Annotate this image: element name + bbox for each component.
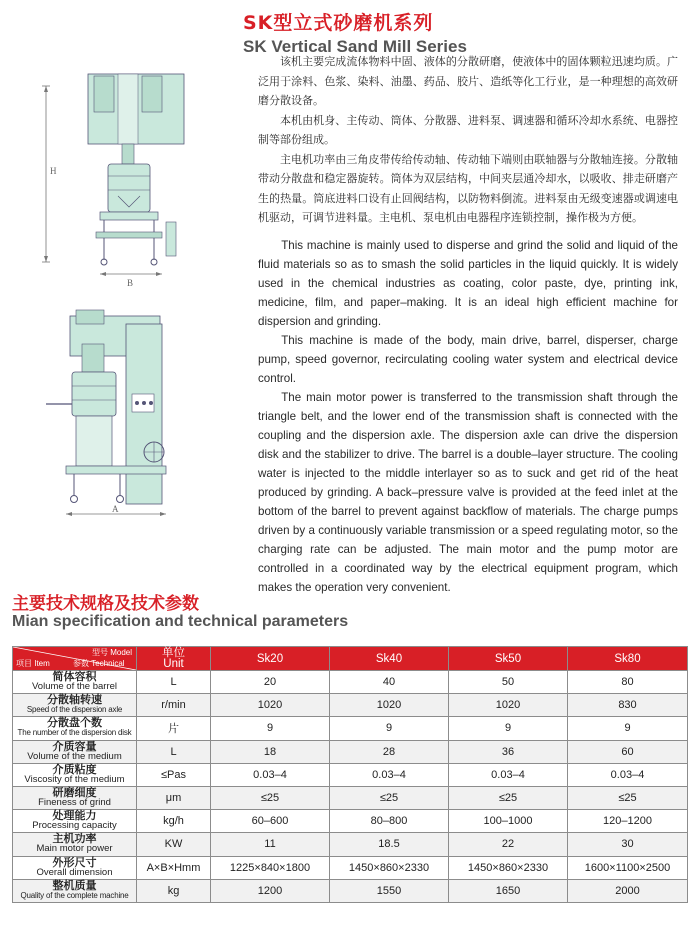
table-row — [13, 833, 688, 856]
model-header-cell: Sk50 — [449, 647, 568, 671]
unit-cell: L — [137, 671, 211, 694]
corner-header-cell — [13, 647, 137, 671]
spec-table — [12, 646, 688, 903]
param-name-cn: 分散盘个数 — [47, 716, 102, 730]
table-row — [13, 694, 688, 717]
value-cell: 60–600 — [211, 810, 330, 833]
param-name-cn: 整机质量 — [52, 878, 97, 892]
value-cell: 0.03–4 — [568, 763, 688, 786]
param-name-cn: 介质粘度 — [52, 762, 97, 776]
param-name-cn: 处理能力 — [52, 809, 97, 823]
value-cell: 100–1000 — [449, 810, 568, 833]
param-cell — [13, 671, 137, 694]
unit-cell: ≤Pas — [137, 763, 211, 786]
value-cell: 9 — [211, 717, 330, 740]
table-row — [13, 763, 688, 786]
param-name-cn: 主机功率 — [52, 832, 97, 846]
param-name-en: Overall dimension — [36, 866, 113, 878]
unit-header-cn: 单位 — [162, 646, 185, 659]
dimension-h-label: H — [50, 166, 57, 176]
table-row — [13, 671, 688, 694]
table-row — [13, 879, 688, 902]
spec-title-cn: 主要技术规格及技术参数 — [12, 594, 199, 614]
value-cell: ≤25 — [568, 786, 688, 809]
value-cell: 0.03–4 — [330, 763, 449, 786]
unit-cell: L — [137, 740, 211, 763]
value-cell: 40 — [330, 671, 449, 694]
value-cell: 1450×860×2330 — [449, 856, 568, 879]
param-name-cn: 介质容量 — [52, 739, 97, 753]
page-title-en: SK Vertical Sand Mill Series — [243, 37, 467, 56]
desc-cn-paragraph: 主电机功率由三角皮带传给传动轴、传动轴下端则由联轴器与分散轴连接。分散轴带动分散盘和稳定器旋转。筒体为双层结构，中间夹层通冷却水，以吸收、排走研磨产生的热量。筒底进料口设有止回阀结构，以防物料倒流。进料泵由无级变速器或调速电机驱动，可调节进料量。主电机、泵电机由电器程序连锁控制，操作极为方便。 — [258, 152, 678, 224]
spec-title-en: Mian specification and technical parameters — [12, 613, 349, 630]
model-header-cell: Sk40 — [330, 647, 449, 671]
value-cell: 0.03–4 — [449, 763, 568, 786]
desc-cn-paragraph: 本机由机身、主传动、筒体、分散器、进料泵、调速器和循环冷却水系统、电器控制等部份组成。 — [258, 113, 678, 146]
param-name-en: Volume of the barrel — [31, 681, 118, 693]
table-row — [13, 810, 688, 833]
description-cn — [258, 52, 678, 228]
model-header-cell: Sk80 — [568, 647, 688, 671]
corner-model-label: 型号 Model — [91, 648, 132, 657]
value-cell: 36 — [449, 740, 568, 763]
param-name-en: Fineness of grind — [38, 797, 111, 809]
value-cell: 1020 — [449, 694, 568, 717]
param-name-en: Volume of the medium — [27, 750, 122, 762]
value-cell: 1550 — [330, 879, 449, 902]
desc-en-paragraph: The main motor power is transferred to the transmission shaft through the triangle belt, and the lower end of the transmission shaft is connected with the coupling and the dispersion axle. The dispersion axle can drive the dispersion disk and the stabilizer to drive. The barrel is a double–layer structure. The cooling water is injected to the middle interlayer so as to suck and get rid of the heat produced by grinding. A back–pressure valve is provided at the feed inlet at the bottom of the barrel to prevent against backflow of materials. The charge pumps driven by a continuously variable transmission or a speed regulating motor, so the charging rate can be adjusted. The main motor and the pump motor are controlled in a coordinated way by the electrical equipment program, which makes the operation very convenient. — [258, 391, 678, 594]
corner-param-label: 参数 Technical — [73, 659, 125, 668]
value-cell: 20 — [211, 671, 330, 694]
param-name-en: Quality of the complete machine — [20, 890, 129, 900]
dimension-b-label: B — [127, 278, 134, 288]
value-cell: 1020 — [330, 694, 449, 717]
page-title-cn: SK型立式砂磨机系列 — [243, 12, 434, 34]
value-cell: 60 — [568, 740, 688, 763]
value-cell: 50 — [449, 671, 568, 694]
param-cell — [13, 694, 137, 717]
desc-cn-paragraph: 该机主要完成流体物料中固、液体的分散研磨，使液体中的固体颗粒迅速均质。广泛用于涂料、色浆、染料、油墨、药品、胶片、造纸等化工行业，是一种理想的高效研磨分散设备。 — [258, 55, 678, 107]
description-en — [258, 236, 678, 597]
param-name-en: Main motor power — [36, 843, 113, 855]
value-cell: 9 — [330, 717, 449, 740]
unit-cell: kg/h — [137, 810, 211, 833]
param-name-en: The number of the dispersion disk — [17, 728, 132, 738]
unit-cell: A×B×Hmm — [137, 856, 211, 879]
unit-cell: r/min — [137, 694, 211, 717]
value-cell: 0.03–4 — [211, 763, 330, 786]
param-cell — [13, 740, 137, 763]
table-row — [13, 717, 688, 740]
side-view-drawing — [36, 306, 226, 526]
param-cell — [13, 786, 137, 809]
value-cell: 11 — [211, 833, 330, 856]
unit-cell: KW — [137, 833, 211, 856]
value-cell: 830 — [568, 694, 688, 717]
value-cell: 30 — [568, 833, 688, 856]
value-cell: 18 — [211, 740, 330, 763]
table-row — [13, 786, 688, 809]
param-cell — [13, 879, 137, 902]
model-header-cell: Sk20 — [211, 647, 330, 671]
param-cell — [13, 810, 137, 833]
param-name-cn: 简体容积 — [52, 670, 97, 684]
param-name-cn: 外形尺寸 — [52, 855, 97, 869]
value-cell: 28 — [330, 740, 449, 763]
param-name-cn: 研磨细度 — [52, 786, 97, 800]
value-cell: 18.5 — [330, 833, 449, 856]
unit-cell: μm — [137, 786, 211, 809]
value-cell: 1200 — [211, 879, 330, 902]
param-name-en: Viscosity of the medium — [24, 773, 125, 785]
param-cell — [13, 856, 137, 879]
dimension-a-label: A — [112, 504, 119, 514]
table-row — [13, 856, 688, 879]
value-cell: 2000 — [568, 879, 688, 902]
param-name-cn: 分散轴转速 — [47, 693, 102, 707]
corner-item-label: 项目 Item — [16, 659, 50, 668]
front-view-drawing — [38, 72, 188, 290]
desc-en-paragraph: This machine is mainly used to disperse and grind the solid and liquid of the fluid materials so as to smash the solid particles in the liquid quickly. It is widely used in the chemical industries as coating, color paste, dye, printing ink, medicine, film, and paper–making. It is an ideal high efficient machine for dispersion and grinding. — [258, 239, 678, 328]
value-cell: 1020 — [211, 694, 330, 717]
value-cell: 80 — [568, 671, 688, 694]
table-row — [13, 740, 688, 763]
value-cell: ≤25 — [330, 786, 449, 809]
param-name-en: Processing capacity — [32, 820, 117, 832]
param-cell — [13, 763, 137, 786]
param-cell — [13, 833, 137, 856]
spec-table-body — [13, 671, 688, 903]
param-cell — [13, 717, 137, 740]
value-cell: 1650 — [449, 879, 568, 902]
unit-header-en: Unit — [163, 657, 184, 670]
value-cell: ≤25 — [449, 786, 568, 809]
value-cell: 22 — [449, 833, 568, 856]
value-cell: 9 — [449, 717, 568, 740]
spec-header-row — [13, 647, 688, 671]
value-cell: 1450×860×2330 — [330, 856, 449, 879]
unit-cell: 片 — [137, 717, 211, 740]
value-cell: 1225×840×1800 — [211, 856, 330, 879]
param-name-en: Speed of the dispersion axle — [26, 705, 123, 715]
value-cell: 80–800 — [330, 810, 449, 833]
value-cell: ≤25 — [211, 786, 330, 809]
unit-header-cell — [137, 647, 211, 671]
value-cell: 1600×1100×2500 — [568, 856, 688, 879]
unit-cell: kg — [137, 879, 211, 902]
desc-en-paragraph: This machine is made of the body, main drive, barrel, disperser, charge pump, speed governor, recirculating cooling water system and electrical device control. — [258, 334, 678, 385]
value-cell: 9 — [568, 717, 688, 740]
value-cell: 120–1200 — [568, 810, 688, 833]
